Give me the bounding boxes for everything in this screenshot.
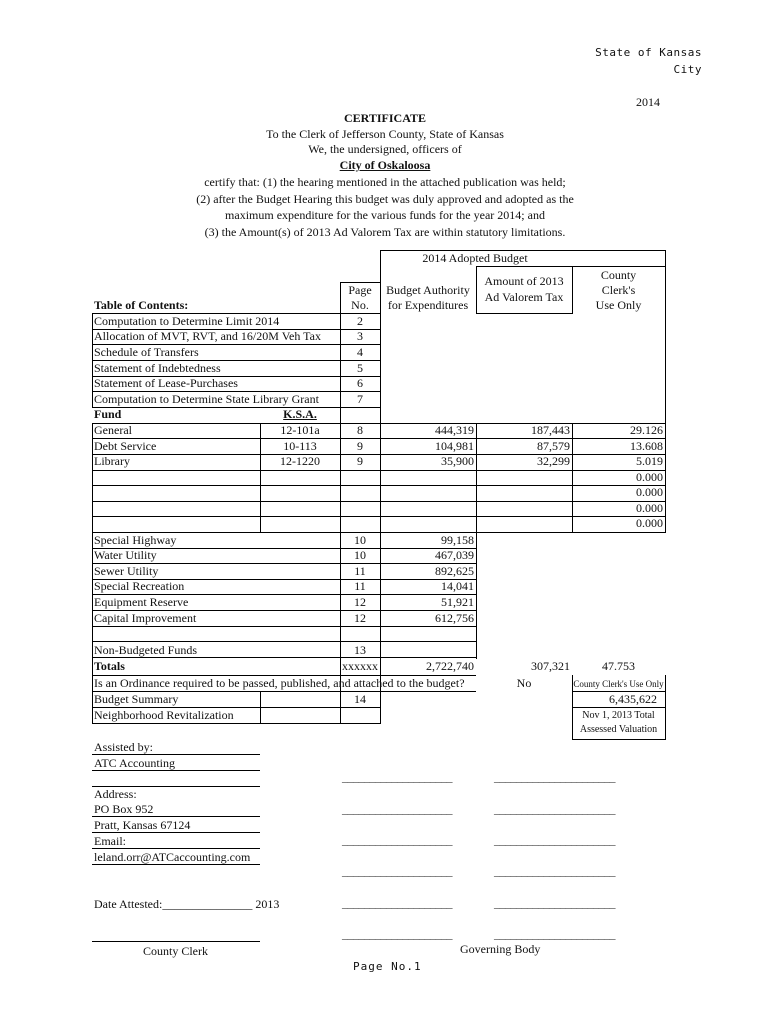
toc-item: Allocation of MVT, RVT, and 16/20M Veh Tax — [94, 329, 321, 343]
fund-name: Debt Service — [94, 439, 157, 453]
toc-page: 7 — [357, 392, 363, 406]
toc-page: 5 — [357, 361, 363, 375]
address-label: Address: — [94, 787, 137, 801]
preparer-name: ATC Accounting — [94, 756, 175, 770]
toc-page: 3 — [357, 329, 363, 343]
assessed-valuation: 6,435,622 — [609, 692, 657, 706]
page-number: Page No.1 — [353, 960, 422, 973]
signature-line[interactable]: ____________________ — [342, 802, 452, 816]
page-no-header: No. — [351, 298, 369, 312]
governing-body-label: Governing Body — [460, 942, 541, 956]
budget-summary-label: Budget Summary — [94, 692, 179, 706]
ordinance-answer: No — [516, 676, 532, 690]
valuation-note-1: Nov 1, 2013 Total — [582, 710, 655, 721]
fund-budget: 99,158 — [441, 533, 474, 547]
amount-2013-header: Amount of 2013 — [484, 274, 564, 288]
signature-line[interactable]: ____________________ — [342, 833, 452, 847]
certify-line-3: maximum expenditure for the various funds for the year 2014; and — [225, 208, 545, 222]
signature-line[interactable]: ______________________ — [494, 927, 615, 941]
toc-item: Computation to Determine Limit 2014 — [94, 314, 280, 328]
date-attested: Date Attested:_______________ 2013 — [94, 897, 280, 911]
toc-page: 2 — [357, 314, 363, 328]
totals-page: xxxxxx — [342, 659, 378, 673]
fund-page: 8 — [357, 423, 363, 437]
fund-rate: 5.019 — [636, 454, 663, 468]
for-expenditures-header: for Expenditures — [387, 298, 469, 312]
certificate-title: CERTIFICATE — [343, 111, 427, 125]
toc-item: Statement of Indebtedness — [94, 361, 221, 375]
fund-name: Library — [94, 454, 130, 468]
fund-page: 10 — [354, 533, 366, 547]
fund-page: 11 — [354, 564, 366, 578]
fund-rate: 0.000 — [636, 470, 663, 484]
fund-page: 11 — [354, 579, 366, 593]
toc-item: Computation to Determine State Library Grant — [94, 392, 319, 406]
totals-rate: 47.753 — [602, 659, 635, 673]
fund-budget: 467,039 — [435, 548, 474, 562]
totals-label: Totals — [94, 659, 125, 673]
fund-budget: 14,041 — [441, 579, 474, 593]
assisted-label: Assisted by: — [94, 740, 154, 754]
signature-line[interactable]: ____________________ — [342, 864, 452, 878]
totals-budget: 2,722,740 — [426, 659, 474, 673]
neighborhood-label: Neighborhood Revitalization — [94, 708, 234, 722]
signature-line[interactable]: ______________________ — [494, 770, 615, 784]
fund-tax: 32,299 — [537, 454, 570, 468]
non-budgeted-page: 13 — [354, 643, 366, 657]
toc-item: Schedule of Transfers — [94, 345, 199, 359]
fund-budget: 612,756 — [435, 611, 474, 625]
to-clerk-line: To the Clerk of Jefferson County, State of Kansas — [266, 127, 504, 141]
fund-page: 12 — [354, 595, 366, 609]
officers-line: We, the undersigned, officers of — [308, 142, 462, 156]
clerks-header: Clerk's — [601, 283, 636, 297]
address-po: PO Box 952 — [94, 802, 154, 816]
toc-item: Statement of Lease-Purchases — [94, 376, 238, 390]
fund-name: Sewer Utility — [94, 564, 159, 578]
entity-type: City — [673, 63, 702, 76]
ordinance-question: Is an Ordinance required to be passed, published, and attached to the budget? — [94, 676, 465, 690]
fund-name: Equipment Reserve — [94, 595, 189, 609]
ad-valorem-header: Ad Valorem Tax — [484, 290, 564, 304]
fund-name: Special Highway — [94, 533, 177, 547]
signature-line[interactable]: ______________________ — [494, 833, 615, 847]
certify-line-2: (2) after the Budget Hearing this budget was duly approved and adopted as the — [196, 192, 574, 206]
email-label: Email: — [94, 834, 126, 848]
fund-page: 9 — [357, 454, 363, 468]
fund-page: 12 — [354, 611, 366, 625]
signature-line[interactable]: ______________________ — [494, 896, 615, 910]
county-header: County — [600, 268, 637, 282]
fund-rate: 0.000 — [636, 485, 663, 499]
fund-ksa: 12-101a — [280, 423, 320, 437]
city-name: City of Oskaloosa — [339, 158, 431, 172]
fund-name: Capital Improvement — [94, 611, 197, 625]
fund-budget: 35,900 — [441, 454, 474, 468]
fund-rate: 13.608 — [630, 439, 663, 453]
email-value: leland.orr@ATCaccounting.com — [94, 850, 251, 864]
signature-line[interactable]: ____________________ — [342, 927, 452, 941]
fund-name: Special Recreation — [94, 579, 185, 593]
toc-page: 6 — [357, 376, 363, 390]
totals-tax: 307,321 — [531, 659, 570, 673]
fund-page: 9 — [357, 439, 363, 453]
certify-line-4: (3) the Amount(s) of 2013 Ad Valorem Tax are within statutory limitations. — [204, 225, 566, 239]
certify-line-1: certify that: (1) the hearing mentioned in the attached publication was held; — [204, 175, 566, 189]
address-city: Pratt, Kansas 67124 — [94, 818, 191, 832]
signature-line[interactable]: ____________________ — [342, 770, 452, 784]
county-clerk-label: County Clerk — [143, 944, 208, 958]
fund-budget: 51,921 — [441, 595, 474, 609]
adopted-budget-heading: 2014 Adopted Budget — [422, 251, 528, 265]
fund-tax: 87,579 — [537, 439, 570, 453]
county-clerk-use-only: County Clerk's Use Only — [573, 679, 664, 689]
fund-ksa: 10-113 — [283, 439, 317, 453]
toc-page: 4 — [357, 345, 363, 359]
fund-heading: Fund — [94, 407, 122, 421]
fund-page: 10 — [354, 548, 366, 562]
budget-summary-page: 14 — [354, 692, 366, 706]
fund-rate: 0.000 — [636, 501, 663, 515]
use-only-header: Use Only — [595, 298, 642, 312]
state-label: State of Kansas — [595, 46, 702, 59]
fund-ksa: 12-1220 — [280, 454, 320, 468]
page-header: Page — [348, 283, 372, 297]
budget-year: 2014 — [636, 95, 660, 109]
fund-name: Water Utility — [94, 548, 157, 562]
toc-heading: Table of Contents: — [94, 298, 189, 312]
fund-tax: 187,443 — [531, 423, 570, 437]
valuation-note-2: Assessed Valuation — [579, 724, 658, 735]
signature-line[interactable]: ____________________ — [342, 896, 452, 910]
budget-authority-header: Budget Authority — [386, 283, 470, 297]
signature-line[interactable]: ______________________ — [494, 864, 615, 878]
certificate-block — [0, 111, 770, 240]
fund-name: General — [94, 423, 132, 437]
non-budgeted-label: Non-Budgeted Funds — [94, 643, 197, 657]
fund-rate: 0.000 — [636, 516, 663, 530]
fund-budget: 444,319 — [435, 423, 474, 437]
ksa-heading: K.S.A. — [283, 407, 317, 421]
fund-rate: 29.126 — [630, 423, 663, 437]
signature-line[interactable]: ______________________ — [494, 802, 615, 816]
fund-budget: 104,981 — [435, 439, 474, 453]
fund-budget: 892,625 — [435, 564, 474, 578]
